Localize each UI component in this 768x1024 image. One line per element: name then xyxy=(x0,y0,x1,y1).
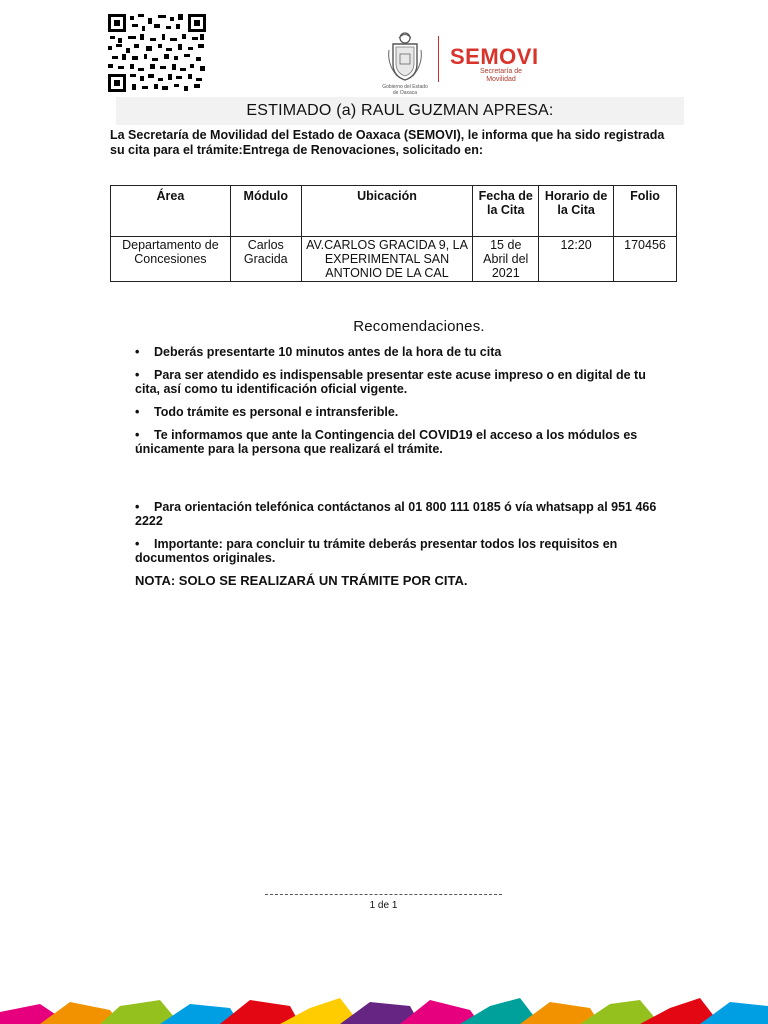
bullet: • xyxy=(135,368,140,382)
brand-subtitle: Secretaría de Movilidad xyxy=(479,68,523,83)
col-header-module: Módulo xyxy=(230,186,301,237)
semovi-logo xyxy=(380,30,550,100)
bullet: • xyxy=(135,500,140,514)
recommendation-item xyxy=(135,405,670,419)
bullet: • xyxy=(135,405,140,419)
cell-area: Departamento de Concesiones xyxy=(111,237,231,282)
recommendations-title: Recomendaciones. xyxy=(353,318,485,335)
signature-line xyxy=(265,894,502,896)
col-header-date: Fecha de la Cita xyxy=(473,186,539,237)
logo-divider xyxy=(438,36,439,82)
cell-location: AV.CARLOS GRACIDA 9, LA EXPERIMENTAL SAN ANTONIO DE LA CAL xyxy=(301,237,473,282)
cell-date: 15 de Abril del 2021 xyxy=(473,237,539,282)
brand-name: SEMOVI xyxy=(450,44,539,69)
col-header-folio: Folio xyxy=(614,186,677,237)
table-header-row xyxy=(111,186,677,237)
state-seal-icon xyxy=(385,30,425,82)
table-row xyxy=(111,237,677,282)
recommendation-item xyxy=(135,500,670,528)
bullet: • xyxy=(135,537,140,551)
cell-folio: 170456 xyxy=(614,237,677,282)
qr-code xyxy=(108,14,206,92)
cell-time: 12:20 xyxy=(539,237,614,282)
decorative-footer-stripe xyxy=(0,996,768,1024)
intro-paragraph: La Secretaría de Movilidad del Estado de Oaxaca (SEMOVI), le informa que ha sido registrada su cita para el trámite:Entrega de Renovaciones, solicitado en: xyxy=(110,128,665,157)
recommendation-text: Deberás presentarte 10 minutos antes de la hora de tu cita xyxy=(154,345,502,359)
recommendation-text: Importante: para concluir tu trámite deberás presentar todos los requisitos en documentos originales. xyxy=(135,537,618,565)
greeting-header: ESTIMADO (a) RAUL GUZMAN APRESA: xyxy=(116,97,684,125)
seal-caption: Gobierno del Estado de Oaxaca xyxy=(382,84,428,96)
recommendation-text: Todo trámite es personal e intransferible. xyxy=(154,405,399,419)
col-header-time: Horario de la Cita xyxy=(539,186,614,237)
cell-module: Carlos Gracida xyxy=(230,237,301,282)
recommendation-item xyxy=(135,345,670,359)
bullet: • xyxy=(135,345,140,359)
bullet: • xyxy=(135,428,140,442)
recommendation-text: Para ser atendido es indispensable presentar este acuse impreso o en digital de tu cita, así como tu identificación oficial vigente. xyxy=(135,368,646,396)
recommendation-text: Para orientación telefónica contáctanos al 01 800 111 0185 ó vía whatsapp al 951 466 2222 xyxy=(135,500,657,528)
recommendation-item xyxy=(135,537,670,565)
appointment-table xyxy=(110,185,677,282)
recommendation-text: Te informamos que ante la Contingencia del COVID19 el acceso a los módulos es únicamente para la persona que realizará el trámite. xyxy=(135,428,638,456)
recommendation-item xyxy=(135,368,670,396)
col-header-area: Área xyxy=(111,186,231,237)
col-header-location: Ubicación xyxy=(301,186,473,237)
page-number: 1 de 1 xyxy=(369,900,398,911)
note: NOTA: SOLO SE REALIZARÁ UN TRÁMITE POR CITA. xyxy=(135,573,468,588)
recommendation-item xyxy=(135,428,670,456)
